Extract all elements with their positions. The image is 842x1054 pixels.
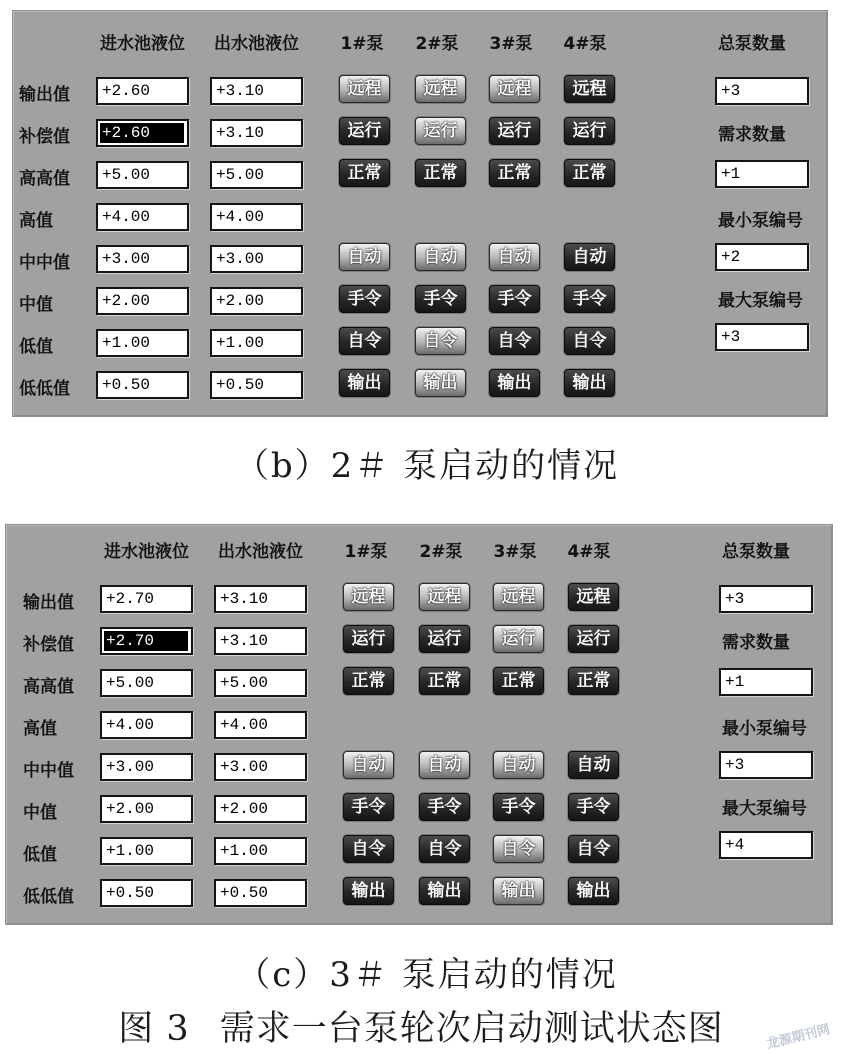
pump-3-auto-button[interactable]: 自动 xyxy=(493,751,544,779)
pump-3-run-button[interactable]: 运行 xyxy=(493,625,544,653)
row-label-low-low: 低低值 xyxy=(19,379,70,399)
inlet-output-value[interactable]: +2.70 xyxy=(106,590,155,608)
inlet-low-field[interactable] xyxy=(100,837,193,865)
inlet-output-field[interactable] xyxy=(100,585,193,613)
pump-1-normal-button[interactable]: 正常 xyxy=(339,159,390,187)
outlet-low-field[interactable] xyxy=(214,837,307,865)
row-label-mid-mid: 中中值 xyxy=(19,253,70,273)
inlet-compensation-value[interactable]: +2.60 xyxy=(100,123,184,143)
outlet-low-value[interactable]: +1.00 xyxy=(216,334,265,352)
pump-3-output-button[interactable]: 输出 xyxy=(493,877,544,905)
inlet-level-header: 进水池液位 xyxy=(100,34,185,54)
subfigure-caption: （b）2＃ 泵启动的情况 xyxy=(234,446,620,486)
pump-1-manual-command-button[interactable]: 手令 xyxy=(343,793,394,821)
figure-caption xyxy=(0,1006,842,1052)
pump-1-header: 1#泵 xyxy=(344,542,388,562)
pump-2-header: 2#泵 xyxy=(415,34,459,54)
inlet-compensation-field[interactable] xyxy=(96,119,189,147)
outlet-high-high-field[interactable] xyxy=(210,161,303,189)
pump-1-run-button[interactable]: 运行 xyxy=(343,625,394,653)
total-pumps-label: 总泵数量 xyxy=(718,34,786,54)
figure-number: 图 3 xyxy=(118,1009,190,1049)
inlet-mid-mid-value[interactable]: +3.00 xyxy=(102,250,151,268)
pump-2-run-button[interactable]: 运行 xyxy=(415,117,466,145)
outlet-low-low-field[interactable] xyxy=(210,371,303,399)
pump-4-run-button[interactable]: 运行 xyxy=(568,625,619,653)
inlet-low-low-value[interactable]: +0.50 xyxy=(106,884,155,902)
row-label-low: 低值 xyxy=(23,845,57,865)
row-label-mid-mid: 中中值 xyxy=(23,761,74,781)
outlet-level-header: 出水池液位 xyxy=(214,34,299,54)
pump-2-normal-button[interactable]: 正常 xyxy=(415,159,466,187)
outlet-output-field[interactable] xyxy=(214,585,307,613)
max-pump-number-field[interactable] xyxy=(715,323,809,351)
max-pump-number-field[interactable] xyxy=(719,831,813,859)
pump-4-remote-button[interactable]: 远程 xyxy=(568,583,619,611)
outlet-mid-mid-value[interactable]: +3.00 xyxy=(216,250,265,268)
pump-1-normal-button[interactable]: 正常 xyxy=(343,667,394,695)
outlet-low-field[interactable] xyxy=(210,329,303,357)
pump-4-auto-command-button[interactable]: 自令 xyxy=(568,835,619,863)
pump-2-remote-button[interactable]: 远程 xyxy=(415,75,466,103)
pump-4-output-button[interactable]: 输出 xyxy=(568,877,619,905)
inlet-mid-mid-value[interactable]: +3.00 xyxy=(106,758,155,776)
pump-3-manual-command-button[interactable]: 手令 xyxy=(493,793,544,821)
outlet-high-value[interactable]: +4.00 xyxy=(216,208,265,226)
total-pumps-field[interactable] xyxy=(715,77,809,105)
pump-3-manual-command-button[interactable]: 手令 xyxy=(489,285,540,313)
row-label-high: 高值 xyxy=(23,719,57,739)
pump-1-header: 1#泵 xyxy=(340,34,384,54)
demand-count-field[interactable] xyxy=(719,668,813,696)
pump-2-header: 2#泵 xyxy=(419,542,463,562)
inlet-high-field[interactable] xyxy=(96,203,189,231)
pump-1-run-button[interactable]: 运行 xyxy=(339,117,390,145)
pump-4-manual-command-button[interactable]: 手令 xyxy=(568,793,619,821)
outlet-high-field[interactable] xyxy=(214,711,307,739)
pump-3-output-button[interactable]: 输出 xyxy=(489,369,540,397)
pump-4-auto-command-button[interactable]: 自令 xyxy=(564,327,615,355)
inlet-high-high-field[interactable] xyxy=(100,669,193,697)
outlet-low-low-field[interactable] xyxy=(214,879,307,907)
outlet-output-value[interactable]: +3.10 xyxy=(220,590,269,608)
outlet-mid-value[interactable]: +2.00 xyxy=(220,800,269,818)
outlet-high-high-value[interactable]: +5.00 xyxy=(220,674,269,692)
outlet-high-value[interactable]: +4.00 xyxy=(220,716,269,734)
pump-3-remote-button[interactable]: 远程 xyxy=(493,583,544,611)
demand-count-field[interactable] xyxy=(715,160,809,188)
pump-1-remote-button[interactable]: 远程 xyxy=(343,583,394,611)
outlet-mid-mid-value[interactable]: +3.00 xyxy=(220,758,269,776)
pump-2-auto-button[interactable]: 自动 xyxy=(415,243,466,271)
watermark-logo: 龙源期刊网 xyxy=(764,1022,832,1053)
pump-3-run-button[interactable]: 运行 xyxy=(489,117,540,145)
pump-3-header: 3#泵 xyxy=(493,542,537,562)
min-pump-number-value[interactable]: +2 xyxy=(721,248,741,266)
row-label-output: 输出值 xyxy=(19,85,70,105)
pump-4-auto-button[interactable]: 自动 xyxy=(564,243,615,271)
total-pumps-label: 总泵数量 xyxy=(722,542,790,562)
inlet-low-low-field[interactable] xyxy=(100,879,193,907)
outlet-output-value[interactable]: +3.10 xyxy=(216,82,265,100)
pump-4-output-button[interactable]: 输出 xyxy=(564,369,615,397)
pump-2-output-button[interactable]: 输出 xyxy=(419,877,470,905)
outlet-compensation-value[interactable]: +3.10 xyxy=(220,632,269,650)
total-pumps-value[interactable]: +3 xyxy=(721,82,741,100)
outlet-high-high-field[interactable] xyxy=(214,669,307,697)
demand-count-label: 需求数量 xyxy=(722,633,790,653)
outlet-compensation-value[interactable]: +3.10 xyxy=(216,124,265,142)
total-pumps-value[interactable]: +3 xyxy=(725,590,745,608)
pump-1-auto-command-button[interactable]: 自令 xyxy=(339,327,390,355)
outlet-mid-mid-field[interactable] xyxy=(210,245,303,273)
inlet-low-value[interactable]: +1.00 xyxy=(102,334,151,352)
outlet-level-header: 出水池液位 xyxy=(218,542,303,562)
inlet-low-low-value[interactable]: +0.50 xyxy=(102,376,151,394)
row-label-mid: 中值 xyxy=(19,295,53,315)
pump-1-auto-command-button[interactable]: 自令 xyxy=(343,835,394,863)
inlet-high-value[interactable]: +4.00 xyxy=(106,716,155,734)
min-pump-number-field[interactable] xyxy=(715,243,809,271)
demand-count-label: 需求数量 xyxy=(718,125,786,145)
figure-title: 需求一台泵轮次启动测试状态图 xyxy=(219,1009,724,1049)
outlet-mid-value[interactable]: +2.00 xyxy=(216,292,265,310)
pump-1-output-button[interactable]: 输出 xyxy=(343,877,394,905)
pump-1-remote-button[interactable]: 远程 xyxy=(339,75,390,103)
inlet-compensation-value[interactable]: +2.70 xyxy=(104,631,188,651)
min-pump-number-label: 最小泵编号 xyxy=(718,211,803,231)
inlet-high-field[interactable] xyxy=(100,711,193,739)
pump-3-remote-button[interactable]: 远程 xyxy=(489,75,540,103)
pump-3-normal-button[interactable]: 正常 xyxy=(489,159,540,187)
inlet-low-value[interactable]: +1.00 xyxy=(106,842,155,860)
inlet-level-header: 进水池液位 xyxy=(104,542,189,562)
pump-2-output-button[interactable]: 输出 xyxy=(415,369,466,397)
outlet-low-low-value[interactable]: +0.50 xyxy=(220,884,269,902)
max-pump-number-label: 最大泵编号 xyxy=(722,799,807,819)
pump-2-manual-command-button[interactable]: 手令 xyxy=(415,285,466,313)
min-pump-number-field[interactable] xyxy=(719,751,813,779)
outlet-low-value[interactable]: +1.00 xyxy=(220,842,269,860)
inlet-mid-value[interactable]: +2.00 xyxy=(102,292,151,310)
pump-4-remote-button[interactable]: 远程 xyxy=(564,75,615,103)
subfigure-caption: （c）3＃ 泵启动的情况 xyxy=(236,955,618,995)
outlet-compensation-field[interactable] xyxy=(210,119,303,147)
pump-1-manual-command-button[interactable]: 手令 xyxy=(339,285,390,313)
pump-4-header: 4#泵 xyxy=(567,542,611,562)
outlet-high-field[interactable] xyxy=(210,203,303,231)
pump-2-auto-command-button[interactable]: 自令 xyxy=(419,835,470,863)
row-label-high: 高值 xyxy=(19,211,53,231)
outlet-low-low-value[interactable]: +0.50 xyxy=(216,376,265,394)
max-pump-number-label: 最大泵编号 xyxy=(718,291,803,311)
row-label-high-high: 高高值 xyxy=(19,169,70,189)
inlet-mid-value[interactable]: +2.00 xyxy=(106,800,155,818)
pump-2-remote-button[interactable]: 远程 xyxy=(419,583,470,611)
inlet-high-high-value[interactable]: +5.00 xyxy=(102,166,151,184)
inlet-mid-field[interactable] xyxy=(100,795,193,823)
inlet-mid-mid-field[interactable] xyxy=(100,753,193,781)
demand-count-value[interactable]: +1 xyxy=(721,165,741,183)
min-pump-number-label: 最小泵编号 xyxy=(722,719,807,739)
min-pump-number-value[interactable]: +3 xyxy=(725,756,745,774)
row-label-high-high: 高高值 xyxy=(23,677,74,697)
inlet-low-field[interactable] xyxy=(96,329,189,357)
pump-3-auto-command-button[interactable]: 自令 xyxy=(489,327,540,355)
pump-3-auto-button[interactable]: 自动 xyxy=(489,243,540,271)
outlet-mid-mid-field[interactable] xyxy=(214,753,307,781)
inlet-output-field[interactable] xyxy=(96,77,189,105)
pump-3-header: 3#泵 xyxy=(489,34,533,54)
pump-2-manual-command-button[interactable]: 手令 xyxy=(419,793,470,821)
hmi-screen-pump2-start xyxy=(12,10,828,417)
pump-4-normal-button[interactable]: 正常 xyxy=(568,667,619,695)
row-label-compensation: 补偿值 xyxy=(23,635,74,655)
inlet-low-low-field[interactable] xyxy=(96,371,189,399)
row-label-compensation: 补偿值 xyxy=(19,127,70,147)
outlet-high-high-value[interactable]: +5.00 xyxy=(216,166,265,184)
inlet-high-value[interactable]: +4.00 xyxy=(102,208,151,226)
pump-4-auto-button[interactable]: 自动 xyxy=(568,751,619,779)
pump-4-run-button[interactable]: 运行 xyxy=(564,117,615,145)
max-pump-number-value[interactable]: +3 xyxy=(721,328,741,346)
total-pumps-field[interactable] xyxy=(719,585,813,613)
max-pump-number-value[interactable]: +4 xyxy=(725,836,745,854)
outlet-output-field[interactable] xyxy=(210,77,303,105)
outlet-compensation-field[interactable] xyxy=(214,627,307,655)
pump-3-normal-button[interactable]: 正常 xyxy=(493,667,544,695)
pump-1-auto-button[interactable]: 自动 xyxy=(343,751,394,779)
inlet-mid-mid-field[interactable] xyxy=(96,245,189,273)
row-label-low: 低值 xyxy=(19,337,53,357)
inlet-output-value[interactable]: +2.60 xyxy=(102,82,151,100)
pump-1-auto-button[interactable]: 自动 xyxy=(339,243,390,271)
row-label-mid: 中值 xyxy=(23,803,57,823)
pump-4-header: 4#泵 xyxy=(563,34,607,54)
pump-2-auto-command-button[interactable]: 自令 xyxy=(415,327,466,355)
pump-4-normal-button[interactable]: 正常 xyxy=(564,159,615,187)
inlet-compensation-field[interactable] xyxy=(100,627,193,655)
pump-2-normal-button[interactable]: 正常 xyxy=(419,667,470,695)
inlet-high-high-value[interactable]: +5.00 xyxy=(106,674,155,692)
inlet-mid-field[interactable] xyxy=(96,287,189,315)
pump-3-auto-command-button[interactable]: 自令 xyxy=(493,835,544,863)
pump-2-run-button[interactable]: 运行 xyxy=(419,625,470,653)
outlet-mid-field[interactable] xyxy=(214,795,307,823)
hmi-screen-pump3-start xyxy=(5,524,833,925)
row-label-output: 输出值 xyxy=(23,593,74,613)
pump-1-output-button[interactable]: 输出 xyxy=(339,369,390,397)
outlet-mid-field[interactable] xyxy=(210,287,303,315)
pump-4-manual-command-button[interactable]: 手令 xyxy=(564,285,615,313)
demand-count-value[interactable]: +1 xyxy=(725,673,745,691)
inlet-high-high-field[interactable] xyxy=(96,161,189,189)
pump-2-auto-button[interactable]: 自动 xyxy=(419,751,470,779)
row-label-low-low: 低低值 xyxy=(23,887,74,907)
